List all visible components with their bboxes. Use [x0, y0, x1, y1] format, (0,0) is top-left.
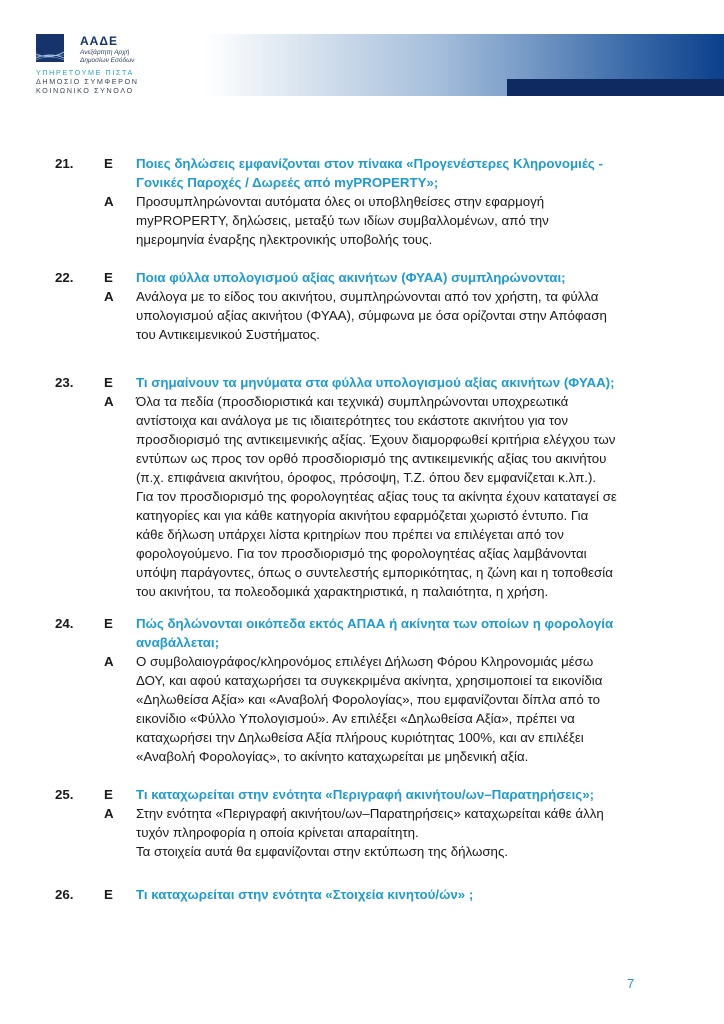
- answer-line: [0, 525, 724, 544]
- answer-tag: Α: [104, 394, 114, 409]
- question-number: 26.: [55, 887, 74, 902]
- answer-tag: Α: [104, 806, 114, 821]
- answer-line: [0, 506, 724, 525]
- answer-line: [0, 411, 724, 430]
- answer-text: myPROPERTY, δηλώσεις, μεταξύ των ιδίων συμβαλλομένων, από την: [136, 213, 549, 228]
- answer-text: υπόψη παράγοντες, όπως ο συντελεστής εμπορικότητας, η ζώνη και η τοποθεσία: [136, 565, 613, 580]
- question-line: [0, 373, 724, 392]
- answer-text: ημερομηνία έναρξης ηλεκτρονικής υποβολής τους.: [136, 232, 433, 247]
- qa-item-22: [0, 268, 724, 344]
- question-number: 25.: [55, 787, 74, 802]
- answer-line: [0, 192, 724, 211]
- answer-line: [0, 306, 724, 325]
- answer-text: αντίστοιχα και ανάλογα με τις ιδιαιτερότητες του εκάστοτε ακινήτου για τον: [136, 413, 569, 428]
- answer-text: Ανάλογα με το είδος του ακινήτου, συμπληρώνονται από τον χρήστη, τα φύλλα: [136, 289, 599, 304]
- answer-line: [0, 468, 724, 487]
- answer-text: ΔΟΥ, και αφού καταχωρήσει τα συγκεκριμένα ακίνητα, χρησιμοποιεί τα εικονίδια: [136, 673, 603, 688]
- answer-text: του ακινήτου, τα πολεοδομικά χαρακτηριστικά, η παλαιότητα, η χρήση.: [136, 584, 549, 599]
- answer-line: [0, 563, 724, 582]
- logo-subtitle-line: Ανεξάρτητη Αρχή: [80, 49, 130, 56]
- question-line: [0, 785, 724, 804]
- answer-line: [0, 823, 724, 842]
- question-line: [0, 173, 724, 192]
- question-text: αναβάλλεται;: [136, 635, 219, 650]
- answer-line: [0, 652, 724, 671]
- page-header: [0, 0, 724, 110]
- slogan-line: ΔΗΜΟΣΙΟ ΣΥΜΦΕΡΟΝ: [36, 77, 139, 86]
- question-text: Γονικές Παροχές / Δωρεές από myPROPERTY»;: [136, 175, 439, 190]
- question-number: 21.: [55, 156, 74, 171]
- slogan-line: ΚΟΙΝΩΝΙΚΟ ΣΥΝΟΛΟ: [36, 86, 134, 95]
- answer-text: φορολογούμενο. Για τον προσδιορισμό της φορολογητέας αξίας λαμβάνονται: [136, 546, 587, 561]
- question-text: Πώς δηλώνονται οικόπεδα εκτός ΑΠΑΑ ή ακίνητα των οποίων η φορολογία: [136, 616, 614, 631]
- answer-line: [0, 325, 724, 344]
- answer-text: Όλα τα πεδία (προσδιοριστικά και τεχνικά) συμπληρώνονται υποχρεωτικά: [136, 394, 569, 409]
- answer-text: υπολογισμού αξίας ακινήτου (ΦΥΑΑ), σύμφωνα με όσα ορίζονται στην Απόφαση: [136, 308, 607, 323]
- question-text: Τι καταχωρείται στην ενότητα «Στοιχεία κινητού/ών» ;: [136, 887, 474, 902]
- qa-item-26: [0, 885, 724, 904]
- question-tag: Ε: [104, 887, 113, 902]
- question-text: Τι καταχωρείται στην ενότητα «Περιγραφή ακινήτου/ων–Παρατηρήσεις»;: [136, 787, 595, 802]
- logo-subtitle-line: Δημοσίων Εσόδων: [80, 56, 135, 64]
- page-number: 7: [627, 976, 635, 991]
- answer-text: του Αντικειμενικού Συστήματος.: [136, 327, 321, 342]
- answer-tag: Α: [104, 289, 114, 304]
- logo-title: ΑΑΔΕ: [80, 34, 118, 48]
- answer-text: Για τον προσδιορισμό της φορολογητέας αξίας τους τα ακίνητα έχουν καταταγεί σε: [136, 489, 617, 504]
- logo-subtitle: [80, 49, 134, 64]
- qa-item-21: [0, 154, 724, 249]
- question-number: 24.: [55, 616, 74, 631]
- answer-line: [0, 709, 724, 728]
- answer-line: [0, 728, 724, 747]
- answer-text: προσδιορισμό της αντικειμενικής αξίας. Έχουν διαμορφωθεί κριτήρια ελέγχου των: [136, 432, 616, 447]
- question-line: [0, 633, 724, 652]
- question-line: [0, 885, 724, 904]
- question-number: 23.: [55, 375, 74, 390]
- question-text: Ποιες δηλώσεις εμφανίζονται στον πίνακα «Προγενέστερες Κληρονομιές -: [136, 156, 603, 171]
- answer-line: [0, 287, 724, 306]
- answer-text: Τα στοιχεία αυτά θα εμφανίζονται στην εκτύπωση της δήλωσης.: [136, 844, 509, 859]
- answer-text: «Δηλωθείσα Αξία» και «Αναβολή Φορολογίας», που εμφανίζονται δίπλα από το: [136, 692, 600, 707]
- answer-text: Στην ενότητα «Περιγραφή ακινήτου/ων–Παρατηρήσεις» καταχωρείται κάθε άλλη: [136, 806, 604, 821]
- qa-item-24: [0, 614, 724, 766]
- question-text: Τι σημαίνουν τα μηνύματα στα φύλλα υπολογισμού αξίας ακινήτων (ΦΥΑΑ);: [136, 375, 615, 390]
- answer-text: «Αναβολή Φορολογίας», το ακίνητο καταχωρείται με μηδενική αξία.: [136, 749, 529, 764]
- answer-text: (π.χ. επιφάνεια ακινήτου, όροφος, πρόσοψη, Τ.Ζ. όπου δεν εμφανίζεται κ.λπ.).: [136, 470, 597, 485]
- answer-line: [0, 582, 724, 601]
- answer-line: [0, 671, 724, 690]
- answer-line: [0, 690, 724, 709]
- slogan-line: ΥΠΗΡΕΤΟΥΜΕ ΠΙΣΤΑ: [36, 68, 134, 77]
- question-tag: Ε: [104, 156, 113, 171]
- answer-text: τυχόν πληροφορία η οποία κρίνεται απαραίτητη.: [136, 825, 419, 840]
- answer-text: Προσυμπληρώνονται αυτόματα όλες οι υποβληθείσες στην εφαρμογή: [136, 194, 545, 209]
- answer-text: κάθε δήλωση υπάρχει λίστα κριτηρίων που πρέπει να επιλέγεται από τον: [136, 527, 564, 542]
- aade-logo-icon: [36, 34, 64, 62]
- question-tag: Ε: [104, 616, 113, 631]
- answer-line: [0, 487, 724, 506]
- answer-line: [0, 842, 724, 861]
- question-tag: Ε: [104, 375, 113, 390]
- answer-tag: Α: [104, 194, 114, 209]
- answer-line: [0, 544, 724, 563]
- answer-text: Ο συμβολαιογράφος/κληρονόμος επιλέγει Δήλωση Φόρου Κληρονομιάς μέσω: [136, 654, 594, 669]
- answer-line: [0, 449, 724, 468]
- answer-text: εντύπων ως προς τον ορθό προσδιορισμό της αντικειμενικής αξίας του ακινήτου: [136, 451, 607, 466]
- header-dark-bar: [507, 79, 724, 96]
- question-tag: Ε: [104, 270, 113, 285]
- answer-text: εικονίδιο «Φύλλο Υπολογισμού». Αν επιλέξει «Δηλωθείσα Αξία», πρέπει να: [136, 711, 575, 726]
- answer-tag: Α: [104, 654, 114, 669]
- question-number: 22.: [55, 270, 74, 285]
- answer-line: [0, 430, 724, 449]
- question-line: [0, 268, 724, 287]
- question-text: Ποια φύλλα υπολογισμού αξίας ακινήτων (ΦΥΑΑ) συμπληρώνονται;: [136, 270, 566, 285]
- answer-text: καταχωρήσει την Δηλωθείσα Αξία πλήρους κυριότητας 100%, και αν επιλέξει: [136, 730, 584, 745]
- answer-line: [0, 804, 724, 823]
- answer-text: κατηγορίες και για κάθε κατηγορία ακινήτου εφαρμόζεται χωριστό έντυπο. Για: [136, 508, 589, 523]
- answer-line: [0, 211, 724, 230]
- answer-line: [0, 747, 724, 766]
- answer-line: [0, 392, 724, 411]
- question-tag: Ε: [104, 787, 113, 802]
- qa-item-23: [0, 373, 724, 601]
- question-line: [0, 614, 724, 633]
- qa-item-25: [0, 785, 724, 861]
- answer-line: [0, 230, 724, 249]
- question-line: [0, 154, 724, 173]
